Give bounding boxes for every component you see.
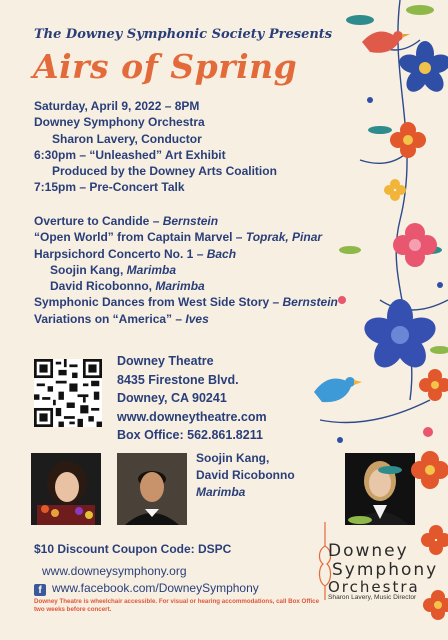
venue-street: 8435 Firestone Blvd.: [117, 372, 239, 387]
program-item: Overture to Candide – Bernstein: [34, 214, 219, 228]
symphony-website-link[interactable]: www.downeysymphony.org: [42, 564, 187, 578]
coupon-code: $10 Discount Coupon Code: DSPC: [34, 542, 232, 556]
program-list: [34, 213, 338, 327]
logo-word-2: Symphony: [332, 560, 439, 580]
venue-info: [117, 352, 267, 445]
orchestra-name: Downey Symphony Orchestra: [34, 115, 205, 130]
facebook-icon: f: [34, 584, 46, 596]
exhibit-producer: Produced by the Downey Arts Coalition: [52, 164, 277, 179]
artist-instrument: Marimba: [196, 485, 246, 499]
facebook-link[interactable]: f www.facebook.com/DowneySymphony: [34, 580, 259, 597]
program-item: Soojin Kang, Marimba: [50, 262, 177, 277]
venue-city: Downey, CA 90241: [117, 391, 227, 405]
artist-name-1: Soojin Kang,: [196, 451, 270, 465]
qr-code[interactable]: [34, 359, 102, 427]
venue-website-link[interactable]: www.downeytheatre.com: [117, 409, 267, 424]
program-item: Harpsichord Concerto No. 1 – Bach: [34, 246, 237, 261]
program-item: David Ricobonno, Marimba: [50, 279, 205, 294]
pre-concert-talk: 7:15pm – Pre-Concert Talk: [34, 180, 185, 195]
program-item: “Open World” from Captain Marvel – Toprak, Pinar: [34, 230, 323, 245]
logo-music-director: Sharon Lavery, Music Director: [328, 594, 417, 601]
accessibility-note: Downey Theatre is wheelchair accessible. For visual or hearing accommodations, call Box Office two weeks before concert.: [34, 598, 320, 613]
box-office: Box Office: 562.861.8211: [117, 428, 263, 442]
event-date: Saturday, April 9, 2022 – 8PM: [34, 99, 200, 113]
floral-decoration: [300, 0, 448, 640]
presenter-line: The Downey Symphonic Society Presents: [34, 27, 333, 42]
photo-soojin-kang: [31, 453, 101, 525]
art-exhibit: 6:30pm – “Unleashed” Art Exhibit: [34, 147, 226, 162]
artist-name-2: David Ricobonno: [196, 468, 295, 482]
concert-title: Airs of Spring: [33, 47, 298, 86]
photo-david-ricobonno: [117, 453, 187, 525]
logo-word-3: Orchestra: [328, 578, 420, 596]
conductor: Sharon Lavery, Conductor: [52, 131, 202, 146]
venue-name: Downey Theatre: [117, 354, 214, 368]
web-links: [34, 563, 259, 597]
program-item: Variations on “America” – Ives: [34, 311, 209, 326]
program-item: Symphonic Dances from West Side Story – Bernstein: [34, 295, 338, 310]
featured-artists: [196, 450, 295, 501]
logo-word-1: Downey: [328, 541, 409, 561]
event-details: [34, 98, 277, 196]
